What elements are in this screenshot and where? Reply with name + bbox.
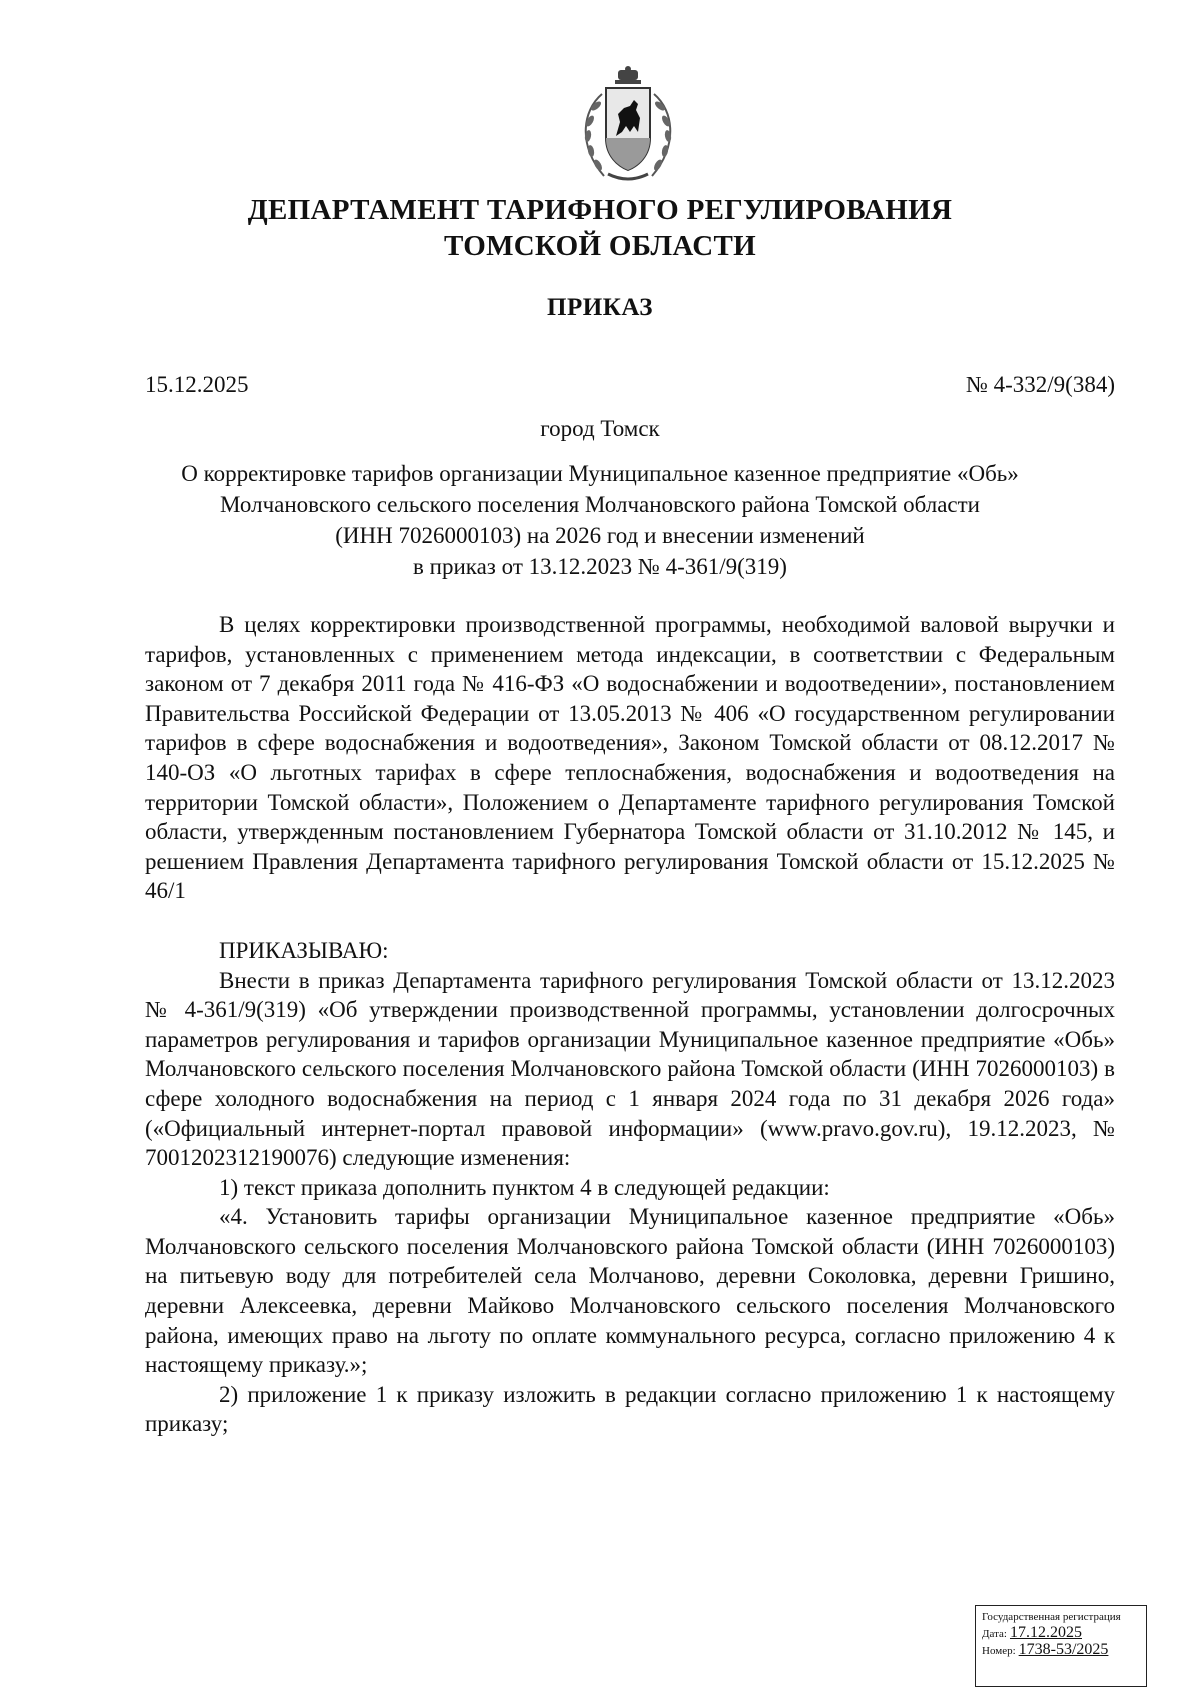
subject-line: О корректировке тарифов организации Муниципальное казенное предприятие «Обь» <box>181 461 1019 486</box>
quoted-item: «4. Установить тарифы организации Муниципальное казенное предприятие «Обь» Молчановского сельского поселения Молчановского района Томской области (ИНН 7026000103) на питьевую воду для потребителей села Молчаново, деревни Соколовка, деревни Гришино, деревни Алексеевка, деревни Майково Молчановского сельского поселения Молчановского района, имеющих право на льготу по оплате коммунального ресурса, согласно приложению 4 к настоящему приказу.»; <box>145 1204 1115 1378</box>
document-type-title: ПРИКАЗ <box>547 294 653 321</box>
registration-date-row <box>982 1626 1140 1641</box>
order-number: № 4-332/9(384) <box>965 372 1115 397</box>
subject-line: (ИНН 7026000103) на 2026 год и внесении изменений <box>335 523 865 548</box>
subject-line: в приказ от 13.12.2023 № 4-361/9(319) <box>413 554 787 579</box>
order-body <box>145 610 1115 1439</box>
subject-line: Молчановского сельского поселения Молчановского района Томской области <box>220 492 980 517</box>
registration-date-value: 17.12.2025 <box>1009 1624 1082 1641</box>
registration-number-label: Номер: <box>982 1645 1016 1657</box>
preamble-paragraph: В целях корректировки производственной программы, необходимой валовой выручки и тарифов, установленных с применением метода индексации, в соответствии с Федеральным законом от 7 декабря 2011 года № 416-ФЗ «О водоснабжении и водоотведении», постановлением Правительства Российской Федерации от 13.05.2013 № 406 «О государственном регулировании тарифов в сфере водоснабжения и водоотведения», Законом Томской области от 08.12.2017 № 140-ОЗ «О льготных тарифах в сфере теплоснабжения, водоснабжения и водоотведения на территории Томской области», Положением о Департаменте тарифного регулирования Томской области, утвержденным постановлением Губернатора Томской области от 31.10.2012 № 145, и решением Правления Департамента тарифного регулирования Томской области от 15.12.2025 № 46/1 <box>145 612 1115 904</box>
coat-of-arms-icon <box>568 66 688 184</box>
list-item: 1) текст приказа дополнить пунктом 4 в следующей редакции: <box>219 1174 830 1200</box>
list-item: 2) приложение 1 к приказу изложить в редакции согласно приложению 1 к настоящему приказу; <box>145 1381 1115 1437</box>
order-word: ПРИКАЗЫВАЮ: <box>219 937 389 963</box>
department-title-line2: ТОМСКОЙ ОБЛАСТИ <box>444 230 756 262</box>
registration-stamp <box>975 1605 1147 1687</box>
order-date: 15.12.2025 <box>145 372 249 397</box>
registration-title: Государственная регистрация <box>982 1611 1121 1623</box>
order-subject <box>120 458 1080 582</box>
registration-date-label: Дата: <box>982 1628 1007 1640</box>
registration-number-value: 1738-53/2025 <box>1018 1641 1109 1658</box>
department-title-line1: ДЕПАРТАМЕНТ ТАРИФНОГО РЕГУЛИРОВАНИЯ <box>247 194 953 226</box>
registration-number-row <box>982 1643 1140 1658</box>
main-paragraph: Внести в приказ Департамента тарифного регулирования Томской области от 13.12.2023 № 4-361/9(319) «Об утверждении производственной программы, установлении долгосрочных параметров регулирования и тарифов организации Муниципальное казенное предприятие «Обь» Молчановского сельского поселения Молчановского района Томской области (ИНН 7026000103) в сфере холодного водоснабжения на период с 1 января 2024 года по 31 декабря 2026 года» («Официальный интернет-портал правовой информации» (www.pravo.gov.ru), 19.12.2023, № 7001202312190076) следующие изменения: <box>145 967 1115 1171</box>
department-title <box>0 192 1200 264</box>
city-of-issue: город Томск <box>540 416 660 441</box>
